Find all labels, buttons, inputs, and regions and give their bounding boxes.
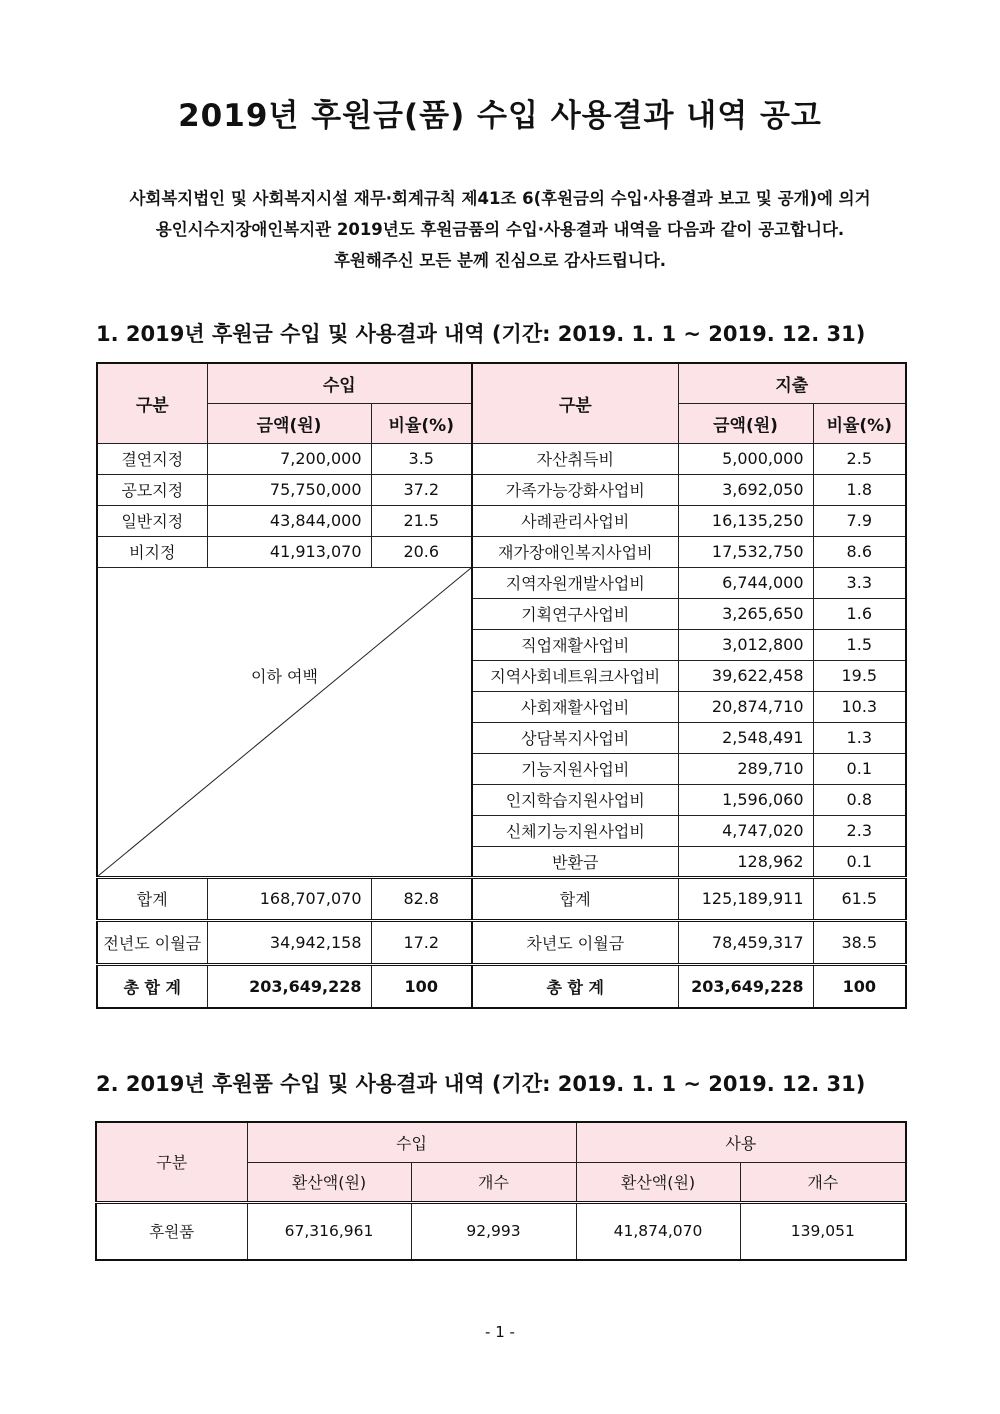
expense-label: 상담복지사업비 bbox=[472, 722, 678, 753]
income-amount: 203,649,228 bbox=[207, 964, 371, 1008]
income-amount: 43,844,000 bbox=[207, 505, 371, 536]
expense-amount: 6,744,000 bbox=[678, 567, 813, 598]
expense-ratio: 38.5 bbox=[813, 920, 906, 964]
goods-income-amount-header: 환산액(원) bbox=[247, 1162, 411, 1202]
expense-amount-header: 금액(원) bbox=[678, 403, 813, 443]
expense-ratio: 0.1 bbox=[813, 753, 906, 784]
income-label: 합계 bbox=[97, 877, 207, 920]
goods-income-count: 92,993 bbox=[411, 1202, 576, 1260]
goods-usage-amount-header: 환산액(원) bbox=[576, 1162, 740, 1202]
expense-label: 기획연구사업비 bbox=[472, 598, 678, 629]
income-amount: 34,942,158 bbox=[207, 920, 371, 964]
grand-total-row bbox=[97, 964, 906, 1008]
expense-ratio-header: 비율(%) bbox=[813, 403, 906, 443]
income-amount-header: 금액(원) bbox=[207, 403, 371, 443]
goods-usage-count: 139,051 bbox=[740, 1202, 906, 1260]
expense-ratio: 7.9 bbox=[813, 505, 906, 536]
goods-income-amount: 67,316,961 bbox=[247, 1202, 411, 1260]
income-ratio: 21.5 bbox=[371, 505, 472, 536]
expense-amount: 289,710 bbox=[678, 753, 813, 784]
goods-usage-header: 사용 bbox=[576, 1122, 906, 1162]
income-ratio: 82.8 bbox=[371, 877, 472, 920]
expense-amount: 3,692,050 bbox=[678, 474, 813, 505]
table-row bbox=[97, 536, 906, 567]
table-row bbox=[97, 474, 906, 505]
goods-usage-amount: 41,874,070 bbox=[576, 1202, 740, 1260]
expense-label: 신체기능지원사업비 bbox=[472, 815, 678, 846]
expense-ratio: 100 bbox=[813, 964, 906, 1008]
goods-income-header: 수입 bbox=[247, 1122, 576, 1162]
expense-amount: 39,622,458 bbox=[678, 660, 813, 691]
income-label: 결연지정 bbox=[97, 443, 207, 474]
expense-label: 인지학습지원사업비 bbox=[472, 784, 678, 815]
expense-ratio: 1.5 bbox=[813, 629, 906, 660]
expense-amount: 16,135,250 bbox=[678, 505, 813, 536]
income-label: 비지정 bbox=[97, 536, 207, 567]
income-ratio: 17.2 bbox=[371, 920, 472, 964]
expense-label: 기능지원사업비 bbox=[472, 753, 678, 784]
expense-label: 차년도 이월금 bbox=[472, 920, 678, 964]
income-ratio-header: 비율(%) bbox=[371, 403, 472, 443]
section2-heading: 2. 2019년 후원품 수입 및 사용결과 내역 (기간: 2019. 1. 1 ~ 2019. 12. 31) bbox=[96, 1072, 866, 1096]
expense-ratio: 61.5 bbox=[813, 877, 906, 920]
income-ratio: 100 bbox=[371, 964, 472, 1008]
expense-label: 사례관리사업비 bbox=[472, 505, 678, 536]
expense-ratio: 8.6 bbox=[813, 536, 906, 567]
expense-amount: 20,874,710 bbox=[678, 691, 813, 722]
expense-amount: 128,962 bbox=[678, 846, 813, 877]
expense-amount: 125,189,911 bbox=[678, 877, 813, 920]
expense-ratio: 19.5 bbox=[813, 660, 906, 691]
expense-label: 지역사회네트워크사업비 bbox=[472, 660, 678, 691]
donation-money-table bbox=[96, 362, 907, 1009]
page-number: - 1 - bbox=[485, 1323, 515, 1341]
income-amount: 75,750,000 bbox=[207, 474, 371, 505]
expense-label: 재가장애인복지사업비 bbox=[472, 536, 678, 567]
income-amount: 168,707,070 bbox=[207, 877, 371, 920]
expense-ratio: 1.6 bbox=[813, 598, 906, 629]
expense-amount: 5,000,000 bbox=[678, 443, 813, 474]
expense-label: 지역자원개발사업비 bbox=[472, 567, 678, 598]
section1-heading: 1. 2019년 후원금 수입 및 사용결과 내역 (기간: 2019. 1. 1 ~ 2019. 12. 31) bbox=[96, 322, 866, 346]
expense-label: 가족가능강화사업비 bbox=[472, 474, 678, 505]
subtotal-row bbox=[97, 877, 906, 920]
expense-amount: 3,265,650 bbox=[678, 598, 813, 629]
goods-category-header: 구분 bbox=[96, 1122, 247, 1202]
income-label: 공모지정 bbox=[97, 474, 207, 505]
intro-text bbox=[0, 183, 1000, 276]
expense-ratio: 1.3 bbox=[813, 722, 906, 753]
expense-amount: 2,548,491 bbox=[678, 722, 813, 753]
income-label: 일반지정 bbox=[97, 505, 207, 536]
diagonal-line bbox=[98, 568, 471, 876]
table-row bbox=[97, 443, 906, 474]
income-label: 전년도 이월금 bbox=[97, 920, 207, 964]
expense-label: 자산취득비 bbox=[472, 443, 678, 474]
expense-ratio: 3.3 bbox=[813, 567, 906, 598]
expense-amount: 3,012,800 bbox=[678, 629, 813, 660]
expense-ratio: 2.3 bbox=[813, 815, 906, 846]
income-amount: 7,200,000 bbox=[207, 443, 371, 474]
table-row bbox=[97, 505, 906, 536]
expense-ratio: 1.8 bbox=[813, 474, 906, 505]
donation-goods-table bbox=[95, 1121, 907, 1261]
carryover-row bbox=[97, 920, 906, 964]
income-ratio: 20.6 bbox=[371, 536, 472, 567]
expense-ratio: 0.1 bbox=[813, 846, 906, 877]
expense-amount: 4,747,020 bbox=[678, 815, 813, 846]
expense-label: 합계 bbox=[472, 877, 678, 920]
blank-note: 이하 여백 bbox=[251, 666, 318, 686]
goods-label: 후원품 bbox=[96, 1202, 247, 1260]
income-amount: 41,913,070 bbox=[207, 536, 371, 567]
expense-label: 직업재활사업비 bbox=[472, 629, 678, 660]
income-category-header: 구분 bbox=[97, 363, 207, 443]
table-row bbox=[97, 567, 906, 598]
expense-label: 사회재활사업비 bbox=[472, 691, 678, 722]
expense-amount: 203,649,228 bbox=[678, 964, 813, 1008]
expense-category-header: 구분 bbox=[472, 363, 678, 443]
goods-usage-count-header: 개수 bbox=[740, 1162, 906, 1202]
intro-line: 후원해주신 모든 분께 진심으로 감사드립니다. bbox=[333, 251, 667, 270]
goods-income-count-header: 개수 bbox=[411, 1162, 576, 1202]
expense-label: 총 합 계 bbox=[472, 964, 678, 1008]
income-ratio: 37.2 bbox=[371, 474, 472, 505]
expense-amount: 78,459,317 bbox=[678, 920, 813, 964]
income-ratio: 3.5 bbox=[371, 443, 472, 474]
intro-line: 용인시수지장애인복지관 2019년도 후원금품의 수입·사용결과 내역을 다음과 같이 공고합니다. bbox=[155, 220, 845, 239]
blank-area bbox=[97, 567, 472, 877]
expense-header: 지출 bbox=[678, 363, 906, 403]
income-header: 수입 bbox=[207, 363, 472, 403]
expense-ratio: 2.5 bbox=[813, 443, 906, 474]
intro-line: 사회복지법인 및 사회복지시설 재무·회계규칙 제41조 6(후원금의 수입·사용결과 보고 및 공개)에 의거 bbox=[129, 189, 871, 208]
expense-label: 반환금 bbox=[472, 846, 678, 877]
expense-amount: 1,596,060 bbox=[678, 784, 813, 815]
expense-amount: 17,532,750 bbox=[678, 536, 813, 567]
expense-ratio: 0.8 bbox=[813, 784, 906, 815]
page-title: 2019년 후원금(품) 수입 사용결과 내역 공고 bbox=[178, 98, 822, 134]
expense-ratio: 10.3 bbox=[813, 691, 906, 722]
income-label: 총 합 계 bbox=[97, 964, 207, 1008]
